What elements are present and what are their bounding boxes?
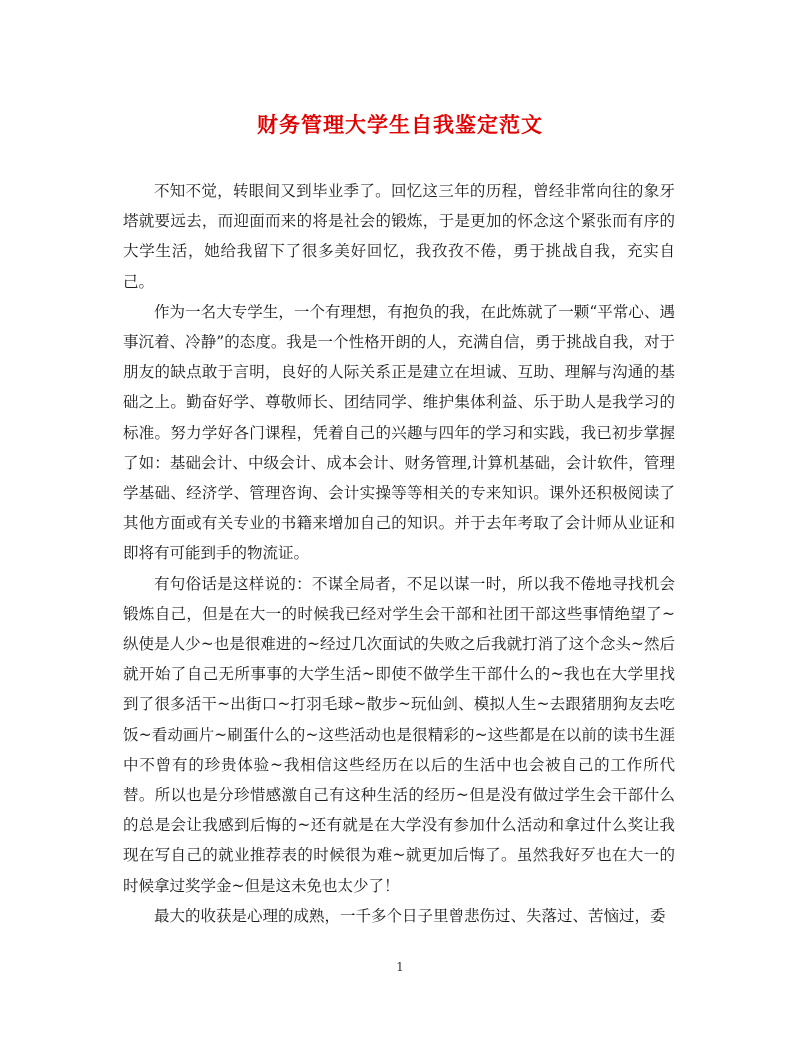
document-title: 财务管理大学生自我鉴定范文 (257, 113, 543, 137)
paragraph-1: 不知不觉，转眼间又到毕业季了。回忆这三年的历程，曾经非常向往的象牙塔就要远去，而迎面而来的将是社会的锻炼，于是更加的怀念这个紧张而有序的大学生活，她给我留下了很多美好回忆，我孜孜不倦，勇于挑战自我，充实自己。 (123, 182, 675, 291)
paragraph-3: 有句俗话是这样说的：不谋全局者，不足以谋一时，所以我不倦地寻找机会锻炼自己，但是在大一的时候我已经对学生会干部和社团干部这些事情绝望了~纵使是人少~也是很难进的~经过几次面试的失败之后我就打消了这个念头~然后就开始了自己无所事事的大学生活~即使不做学生干部什么的~我也在大学里找到了很多活干~出街口~打羽毛球~散步~玩仙剑、模拟人生~去跟猪朋狗友去吃饭~看动画片~刷蛋什么的~这些活动也是很精彩的~这些都是在以前的读书生涯中不曾有的珍贵体验~我相信这些经历在以后的生活中也会被自己的工作所代替。所以也是分珍惜感激自己有这种生活的经历~但是没有做过学生会干部什么的总是会让我感到后悔的~还有就是在大学没有参加什么活动和拿过什么奖让我现在写自己的就业推荐表的时候很为难~就更加后悔了。虽然我好歹也在大一的时候拿过奖学金~但是这未免也太少了！ (123, 574, 675, 895)
paragraph-4: 最大的收获是心理的成熟，一千多个日子里曾悲伤过、失落过、苦恼过，委 (154, 906, 666, 925)
document-body (123, 176, 675, 931)
paragraph-2: 作为一名大专学生，一个有理想，有抱负的我，在此炼就了一颗“平常心、遇事沉着、冷静”的态度。我是一个性格开朗的人，充满自信，勇于挑战自我，对于朋友的缺点敢于言明，良好的人际关系正是建立在坦诚、互助、理解与沟通的基础之上。勤奋好学、尊敬师长、团结同学、维护集体利益、乐于助人是我学习的标准。努力学好各门课程，凭着自己的兴趣与四年的学习和实践，我已初步掌握了如：基础会计、中级会计、成本会计、财务管理,计算机基础，会计软件，管理学基础、经济学、管理咨询、会计实操等等相关的专来知识。课外还积极阅读了其他方面或有关专业的书籍来增加自己的知识。并于去年考取了会计师从业证和即将有可能到手的物流证。 (123, 302, 675, 563)
page-number: 1 (396, 960, 404, 974)
